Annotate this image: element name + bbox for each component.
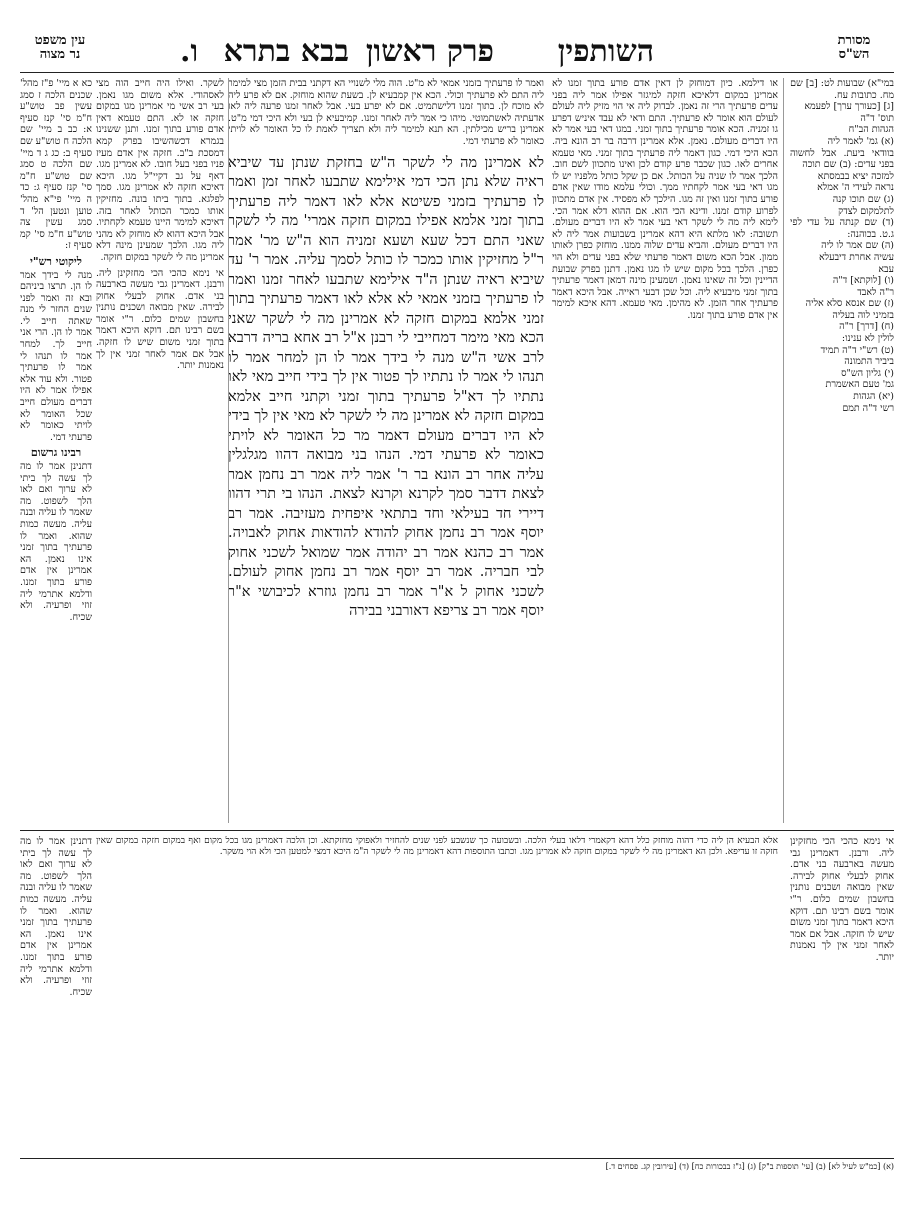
lower-commentary: אלא הבעיא הן ליה כדי דהוה מוחזק כלל דהא דקאמרי דלאו בעלי הלכה. ובשבועה כך שנשבע לפני שנים להחזיר ולאפוקי מחזקתא. וכן הלכה דאמרינן מגו בכל מקום ואף במקום חזקה במקום שאין חזקה זו עדיפא. ולכן הא דאמרינן מה לי לשקר במקום חזקה לא אמרינן מגו. וכתבו התוספות דהא דאמרינן מה לי לשקר ה"מ היכא דמצי למטען הכי ולא הוי משקר.: [96, 836, 778, 857]
chapter-name: השותפין: [557, 34, 654, 69]
gershom-lower: דתנינן אמר לו מה לך עשה לך ביתי לא ערוך ואם לאו הלך לשפוט. מה שאמר לו עליה ובנה עליה. מעשה כמות שהוא. ואמר לו פרעתיך בתוך זמני אינו נאמן. הא אמרינן אין אדם פורע בתוך זמנו. ודלמא אתרמי ליה זוזי ופרעיה. ולא שכיח.: [20, 836, 92, 998]
footer-rule: [20, 1158, 894, 1159]
ein-mishpat-text: כא א מיי' פ"ז מהל' שכנים הלכה ז סמג עשין פב טוש"ע ח"מ סי' קנז סעיף א: כב ב מיי' שם הלכה ח טוש"ע שם סעיף ב: כג ג ד מיי' שם הלכה ט סמג שם טוש"ע ח"מ סי' קנז סעיף ג: כד ה מיי' פי"א מהל' טוען ונטען הל' ד סמג עשין צה טוש"ע ח"מ סי' קמ סעיף ז:: [20, 78, 92, 252]
lower-rule: [20, 830, 894, 831]
likutei-rashi-heading: ליקוטי רש"י: [30, 254, 82, 268]
rashi-column: [96, 78, 224, 823]
mesoret-label: מסורת הש"ס: [837, 33, 871, 62]
rabbeinu-gershom-heading: רבינו גרשום: [30, 446, 82, 460]
rabbeinu-gershom-text: דתנינן אמר לו מה לך עשה לך ביתי לא ערוך ואם לאו הלך לשפוט. מה שאמר לו עליה ובנה עליה. מעשה כמות שהוא. ואמר לו פרעתיך בתוך זמני אינו נאמן. הא אמרינן אין אדם פורע בתוך זמנו. ודלמא אתרמי ליה זוזי ופרעיה. ולא שכיח.: [20, 461, 92, 623]
footnotes: (א) [כמ"ש לעיל לא] (ב) [עי' תוספות ב"ק] (ג) [ג"ז בבכורות כח] (ד) [עירובין קג. פסחים ד.]: [605, 1162, 894, 1171]
header-rule: [20, 72, 894, 73]
tosafot-text: אי נימא כהכי הכי מחזקינן ליה. ורבנן. דאמרינן גבי מעשה בארבעה בני אדם. אחוק לבעלי אחוק לבירה. שאין מבואה ושכנים נותנין בחשבון שמים כלום. ר"י אומר בשם רבינו תם. דוקא היכא דאמר בתוך זמני משום שיש לו חזקה. אבל אם אמר לאחר זמני אין לך נאמנות יותר.: [96, 267, 224, 372]
tosafot-column: או דילמא. כיון דמוחזק לן דאין אדם פורע בתוך זמנו לא אמרינן במקום דלאיכא חזקה למיגזר אפילו אמר ליה בפני עדים פרעתיך הרי זה נאמן. לבדוק ליה אי הוי מזיק ליה לעולם לעולם הוא אומר לא פרעתיך. התם ודאי לא עבד איניש דפרע גו זמניה. הכא אומר פרעתיך בתוך זמני. במגו דאי בעי אמר לא היו דברים מעולם. נאמן. אלא אמרינן דרבה בר רב הונא ביה. הכא היכי דמי. כגון דאמר ליה פרעתיך בתוך זמני. מאי טעמא אחרים לאו. כגון שכבר פרע קודם לכן ואינו מתכוון לשם חוב. הלכך אמר לו שניה על הכותל. אם כן שקל כותל מלפניו יש לו מגו דאי בעי אמר לקחתיו ממך. וכולי עלמא מודו שאין אדם פורע בתוך זמנו ואין זה מגו. הילכך לא מפסיד. אין אדם מתכוון לפרוע קודם זמנו. ודינא הכי הוא. אם ההוא דלא אמר הכי. לימא ליה מה לי לשקר דאי בעי אמר לא היו דברים מעולם. תשובה: לאו מלתא היא דהא אמרינן בשבועות אמר ליה לא היו דברים מעולם. והביא עדים שלוה ממנו. מוחזק כפרן לאותו ממון. אבל הכא משום דאמר פרעתי שלא בפני עדים ולא הוי כפרן. הלכך בכל מקום שיש לו מגו נאמן. דתנן בפרק שבועת הדיינין וכל זה שאינו נאמן. ושמעינן מינה דמאן דאמר פרעתיך בתוך זמני מיבעיא ליה. וכל שכן דבעי ראייה. אבל היכא דאמר פרעתיך אחר הזמן. לא מהימן. מאי טעמא. דהא איכא למימר אין אדם פורע בתוך זמנו.: [552, 78, 778, 321]
tractate-name: בבא בתרא: [223, 34, 349, 69]
hagahot-lower: אי נימא כהכי הכי מחזקינן ליה. ורבנן. דאמרינן גבי מעשה בארבעה בני אדם. אחוק לבעלי אחוק לבירה. שאין מבואה ושכנים נותנין בחשבון שמים כלום. ר"י אומר בשם רבינו תם. דוקא היכא דאמר בתוך זמני משום שיש לו חזקה. אבל אם אמר לאחר זמני אין לך נאמנות יותר.: [790, 836, 894, 963]
ein-mishpat-column: [20, 78, 92, 823]
page-number: ו.: [180, 34, 199, 69]
column-divider: [228, 78, 229, 823]
column-divider: [783, 78, 784, 823]
gemara-intro: ואמר לו פרעתיך בזמני אמאי לא מ"ט. הוה מלי לשנויי הא דקתני בבית הזמן מצי למימר ליה התם לא פרעתיך וכולי. הכא אין קמבעיא לן. בשעת שהוא מוחזק. אם לא פרע ליה לא מוכח לן. בתוך זמנו דלישתמיט. אם לא יפרע בעי. אבל לאחר זמנו פרעה ליה לאו אדעתיה לאשתמוטי. מיהו כי אמר ליה לאחר זמנו. קמיבעיא לן בעי ולא היכי דמי מ"ט. אמרינן בריש מכילתין. הא תנא למימר ליה ולא תצריך לאמת לו כל האומר לא לויתי כאומר לא פרעתי דמי.: [228, 78, 544, 147]
page-header: [20, 34, 894, 74]
mesoret-column: במי"א) שבועות לט: [ב] שם מח. כתובות עח. [ג] [כעורך ערך] לפעמא תוס' ד"ה הגהות הב"ח (א) גמ' לאמר ליה בוודאי ביעת. אבל לחשוה בפני עדים: (ב) שם תוכה למזכה יציא בבמסתא נראה לעידי ה' אמלא (ג) שם תוכו קנה לתלמקום לצדק (ד) שם קנתה על עדי לפי ג.ט. בכוהנה: (ה) שם אמר לו ליה עשיה אחרת דיבעלא עבא (ו) [לוקתא] ד"ה ר"ה לאבד (ז) שם אנסא סלא אליה בזמיני לוה בעליה (ח) [דרך] ר"ה לולין לא ענינו: (ט) רש"י ד"ה תמיד ביביר התמונה (י) גליון הש"ס גמ' טעם האשמרת (יא) הגהות רשי ד"ה תמם: [790, 78, 894, 414]
gemara-column: [228, 78, 544, 823]
ein-mishpat-label: עין משפט נר מצוה: [34, 33, 86, 62]
gemara-body: לא אמרינן מה לי לשקר ה"ש בחזקת שנתן עד שיביא ראיה שלא נתן הכי דמי אילימא שתבעו לאחר זמן ואמר לו פרעתיך בזמני פשיטא אלא לאו דאמר ליה פרעתיך בתוך זמני אלמא אפילו במקום חזקה אמרי' מה לי לשקר שאני התם דכל שעא ושעא זמניה הוא ה"ש מר' אמר ר"ל מחזיקין אותו כמכר לו כותל לסמך עליה. אמר ר' עד שיביא ראיה שנתן ה"ד אילימא שתבעו לאחר זמנו ואמר לו פרעתיך בזמני אמאי לא אלא לאו דאמר פרעתיך בתוך זמני אלמא במקום חזקה לא אמרינן מה לי לשקר שאני הכא מאי מימר דמחייבי לי רבנן א"ל רב אחא בריה דרבא לרב אשי ה"ש מנה לי בידך אמר לו הן למחר אמר לו תנהו לי אמר לו נתתיו לך פטור אין לך בידי חייב מאי לאו נתתיו לך דא"ל פרעתיך בתוך זמני וקתני חייב אלמא במקום חזקה לא אמרינן מה לי לשקר לא מאי אין לך בידי לא היו דברים מעולם דאמר מר כל האומר לא לויתי כאומר לא פרעתי דמי. הנהו בני מבואה דהוו מגלגלין עליה אחר רב הונא בר ר' אמר ליה אמר רב נחמן אמר לצאת דדבר סמך לקרנא וקרנא לצאת. הנהו בי תרי דהוו דיירי חד בעילאי וחד בתתאי איפחית מעזיבה. אמר רב יוסף אמר רב נחמן אחוק להודא להודאות אחוק לאבויה. אמר רב כהנא אמר רב יהודה אמר שמואל לשכני אחוק לבי חבריה. אמר רב יוסף אמר רב נחמן אחוק לעולם. לשכני אחוק ל א"ר אמר רב נחמן גוזרא לכיבושי א"ר יוסף אמר רב צריפא דאורבני בבירה: [228, 154, 544, 620]
chapter-number: פרק ראשון: [365, 34, 494, 69]
likutei-rashi-text: מנה לי בידך אמר לו הן. תרצו ביניהם ובא זה ואמר לפני שנים החזר לי מנה שאתה חייב לי. אמר לו הן. הרי אני חייב לך. למחר אמר לו תנהו לי אמר לו פרעתיך פטור. ולא עוד אלא אפילו אמר לא היו דברים מעולם חייב שכל האומר לא לויתי כאומר לא פרעתי דמי.: [20, 269, 92, 443]
rashi-text: לשקר. ואילו היה חייב הוה מצי לאסהודי. אלא משום מגו נאמן. בעי רב אשי מי אמרינן מגו במקום חזקה או לא. התם טעמא דאין אדם פורע בתוך זמנו. ותנן ששנינו בגמרא דכשהשיבו בפרק קמא דמסכת ב"ב. חזקה אין אדם מעיז פניו בפני בעל חובו. לא אמרינן מגו. דאף על גב דקיי"ל מגו. היכא דאיכא חזקה לא אמרינן מגו. סמך לפלגא. בתוך ביתו בונה. מחזיקין אותו כמכר הכותל לאחר בזה. דאיכא למימר היינו טעמא לקחתיו. אבל היכא דהוא לא מוחזק לא מהני ליה מגו. הלכך שמעינן מינה דלא אמרינן מה לי לשקר במקום חזקה.: [96, 78, 224, 263]
